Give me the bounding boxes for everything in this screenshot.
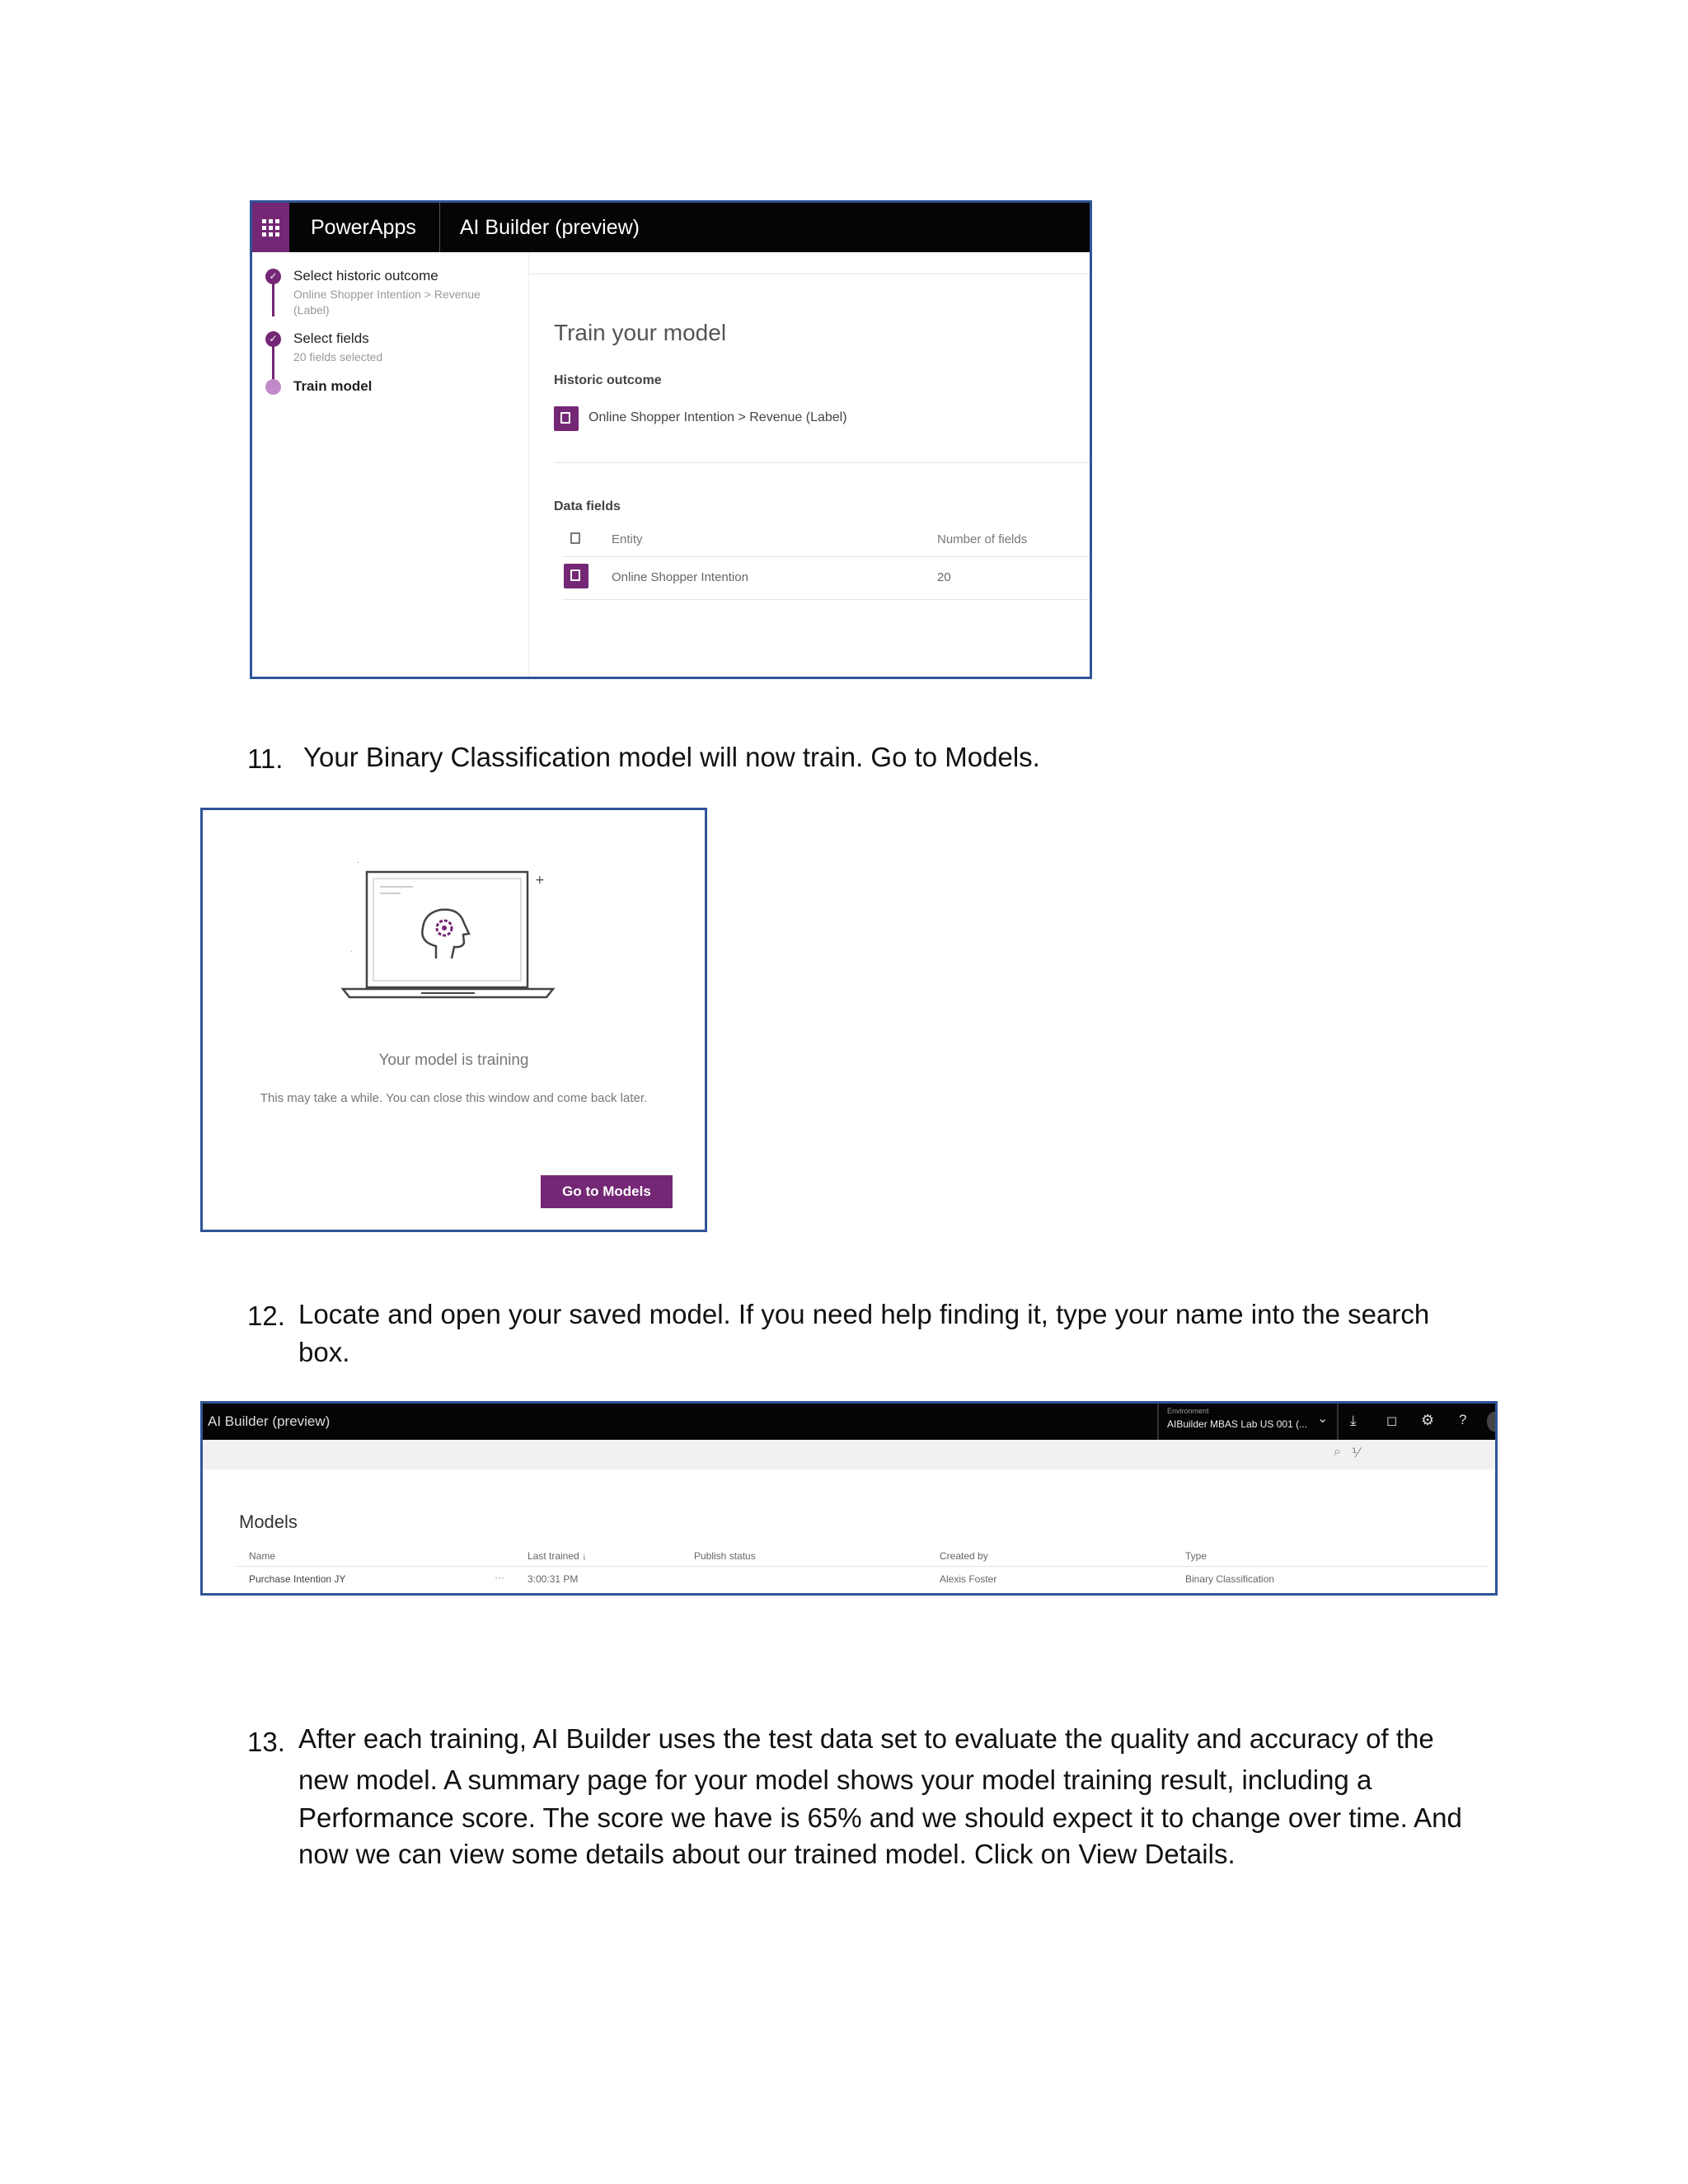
step-1-title[interactable]: Select historic outcome xyxy=(293,268,438,284)
entity-icon xyxy=(554,406,579,431)
step-text: Your Binary Classification model will now train. Go to Models. xyxy=(303,742,1040,772)
paragraph-line: now we can view some details about our trained model. Click on View Details. xyxy=(298,1839,1236,1869)
page-title: Train your model xyxy=(554,320,727,345)
model-training-dialog xyxy=(200,808,707,1232)
training-status-message: This may take a while. You can close this window and come back later. xyxy=(260,1091,648,1105)
waffle-icon xyxy=(262,219,279,237)
step-number: 12. xyxy=(247,1301,285,1331)
command-bar xyxy=(203,1440,1495,1469)
environment-label: Environment xyxy=(1167,1407,1209,1415)
train-model-screenshot xyxy=(250,200,1092,679)
col-last-trained[interactable]: Last trained ↓ xyxy=(528,1550,588,1562)
page-title: Models xyxy=(239,1511,298,1532)
step-number: 13. xyxy=(247,1727,285,1757)
type-value: Binary Classification xyxy=(1185,1573,1275,1585)
models-list-screenshot xyxy=(200,1401,1498,1596)
svg-text:+: + xyxy=(535,874,545,887)
entity-row-name[interactable]: Online Shopper Intention xyxy=(612,570,748,584)
step-2-subtitle: 20 fields selected xyxy=(293,350,383,363)
svg-text:·: · xyxy=(357,859,360,868)
divider xyxy=(562,556,1090,557)
historic-outcome-value: Online Shopper Intention > Revenue (Label) xyxy=(588,410,847,424)
train-panel xyxy=(528,252,1090,677)
step-3-title[interactable]: Train model xyxy=(293,378,373,394)
paragraph-line: new model. A summary page for your model shows your model training result, including a xyxy=(298,1765,1372,1795)
go-to-models-button[interactable]: Go to Models xyxy=(541,1175,673,1208)
model-name-link[interactable]: Purchase Intention JY xyxy=(249,1573,346,1585)
app-header xyxy=(203,1404,1495,1440)
entity-icon xyxy=(564,564,588,588)
chevron-down-icon[interactable]: ⌄ xyxy=(1317,1412,1329,1426)
step-complete-icon: ✓ xyxy=(265,269,281,284)
step-13-paragraph xyxy=(298,1720,1502,1873)
more-options-icon[interactable]: ··· xyxy=(495,1572,504,1583)
data-fields-label: Data fields xyxy=(554,499,621,513)
divider xyxy=(562,599,1090,600)
entity-row-count: 20 xyxy=(937,570,951,584)
historic-outcome-label: Historic outcome xyxy=(554,373,662,387)
step-1-subtitle: Online Shopper Intention > Revenue (Label) xyxy=(293,288,481,316)
last-trained-value: 3:00:31 PM xyxy=(528,1573,579,1585)
search-icon[interactable]: ⌕ xyxy=(1334,1445,1341,1459)
step-number: 11. xyxy=(247,743,284,774)
help-icon[interactable]: ? xyxy=(1459,1412,1467,1427)
step-complete-icon: ✓ xyxy=(265,331,281,347)
product-title: AI Builder (preview) xyxy=(208,1413,331,1429)
col-type[interactable]: Type xyxy=(1185,1550,1207,1562)
divider xyxy=(1157,1404,1159,1440)
gear-icon[interactable]: ⚙ xyxy=(1421,1412,1435,1428)
app-name[interactable]: PowerApps xyxy=(289,203,440,252)
download-icon[interactable]: ⤓ xyxy=(1350,1413,1357,1428)
col-number-of-fields[interactable]: Number of fields xyxy=(937,532,1028,546)
table-row[interactable] xyxy=(203,1570,1495,1591)
created-by-value: Alexis Foster xyxy=(940,1573,997,1585)
app-launcher-button[interactable] xyxy=(252,203,289,252)
divider xyxy=(554,462,1090,463)
step-current-icon xyxy=(265,379,281,395)
col-name[interactable]: Name xyxy=(249,1550,276,1562)
svg-text:·: · xyxy=(350,948,354,957)
col-publish-status[interactable]: Publish status xyxy=(694,1550,756,1562)
product-title: AI Builder (preview) xyxy=(459,215,640,239)
step-text: Locate and open your saved model. If you need help finding it, type your name into the search box. xyxy=(298,1299,1430,1367)
divider xyxy=(1337,1404,1339,1440)
avatar[interactable] xyxy=(1487,1412,1498,1432)
paragraph-line: After each training, AI Builder uses the test data set to evaluate the quality and accuracy of the xyxy=(298,1723,1434,1754)
app-header xyxy=(252,203,1090,252)
col-created-by[interactable]: Created by xyxy=(940,1550,988,1562)
filter-icon[interactable]: ⅟ xyxy=(1352,1446,1360,1460)
step-2-title[interactable]: Select fields xyxy=(293,330,369,346)
table-icon xyxy=(570,532,580,544)
environment-picker[interactable]: AIBuilder MBAS Lab US 001 (... xyxy=(1167,1418,1308,1430)
training-status-title: Your model is training xyxy=(378,1052,529,1069)
paragraph-line: Performance score. The score we have is 65% and we should expect it to change over time. And xyxy=(298,1802,1462,1833)
divider xyxy=(236,1566,1487,1567)
wizard-steps xyxy=(252,252,528,677)
notification-icon[interactable]: ◻ xyxy=(1386,1414,1398,1428)
laptop-illustration xyxy=(339,855,557,1000)
col-entity[interactable]: Entity xyxy=(612,532,643,546)
